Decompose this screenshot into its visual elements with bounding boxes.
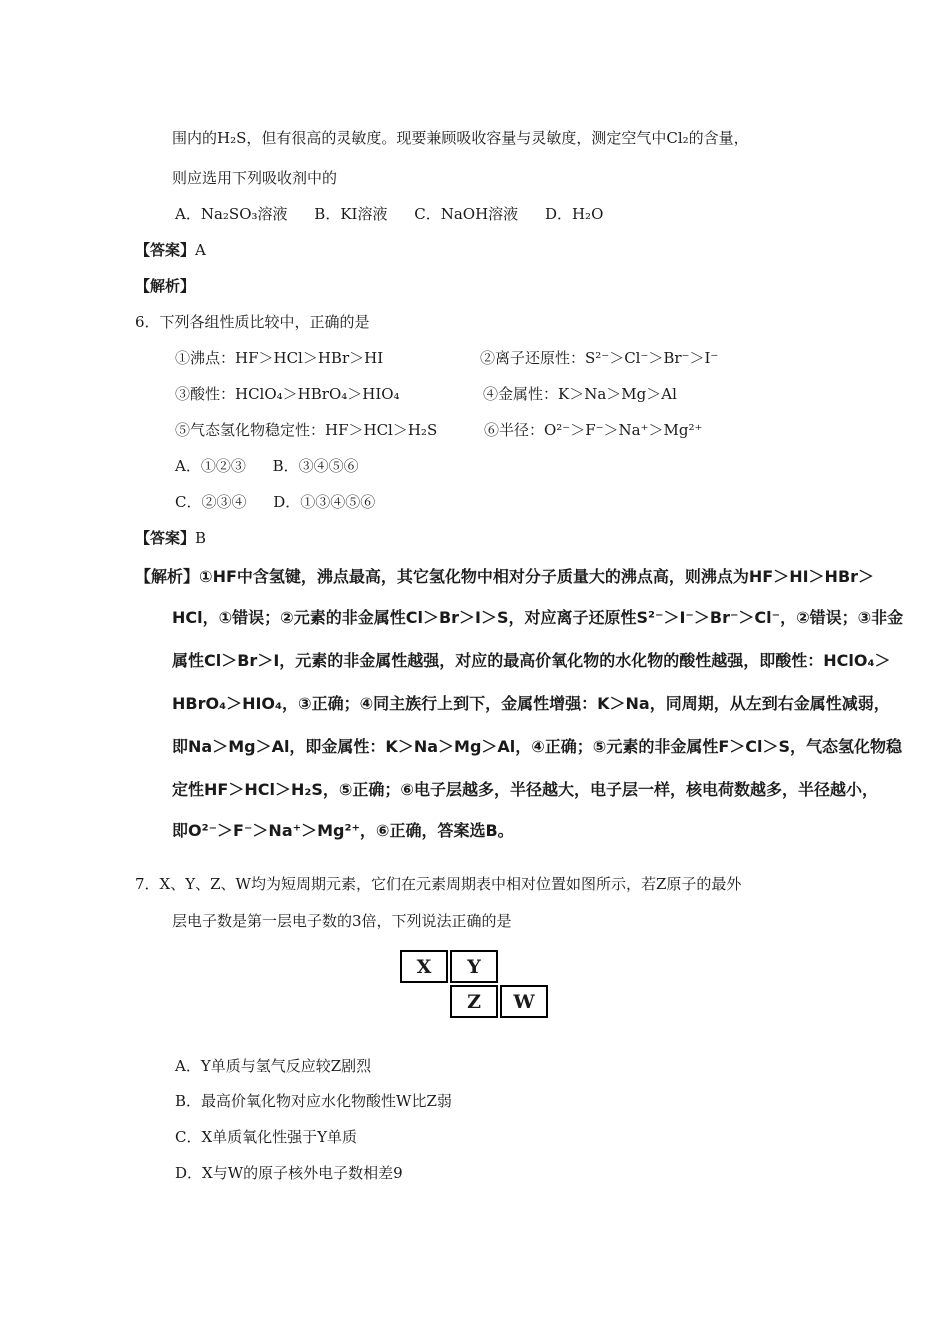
q7-option-a: A．Y单质与氢气反应较Z剧烈 [175, 1057, 372, 1075]
q6-analysis-text-1: ①HF中含氢键，沸点最高，其它氢化物中相对分子质量大的沸点高，则沸点为HF＞HI＞HBr＞ [199, 567, 875, 586]
q5-option-b: B．KI溶液 [314, 205, 388, 223]
q7-option-b: B．最高价氧化物对应水化物酸性W比Z弱 [175, 1092, 452, 1110]
q6-analysis-line-2: HCl，①错误；②元素的非金属性Cl＞Br＞I＞S，对应离子还原性S²⁻＞I⁻＞Br⁻＞Cl⁻，②错误；③非金 [172, 608, 904, 627]
q5-options [175, 204, 603, 224]
q5-stem-line-2: 则应选用下列吸收剂中的 [172, 169, 338, 187]
q5-stem-line-1: 围内的H₂S，但有很高的灵敏度。现要兼顾吸收容量与灵敏度，测定空气中Cl₂的含量， [172, 129, 749, 147]
q6-analysis-line-4: HBrO₄＞HIO₄，③正确；④同主族行上到下，金属性增强：K＞Na，同周期，从左到右金属性减弱， [172, 694, 890, 713]
q5-answer [135, 240, 206, 260]
q6-option-b: B．③④⑤⑥ [272, 457, 359, 475]
q7-option-d: D．X与W的原子核外电子数相差9 [175, 1164, 403, 1182]
q6-analysis-line-1 [135, 566, 874, 588]
q5-option-a: A．Na₂SO₃溶液 [175, 205, 288, 223]
q6-analysis-line-3: 属性Cl＞Br＞I，元素的非金属性越强，对应的最高价氧化物的水化物的酸性越强，即酸性：HClO₄＞ [172, 651, 891, 670]
q7-stem-line-1: 7．X、Y、Z、W均为短周期元素，它们在元素周期表中相对位置如图所示，若Z原子的最外 [135, 875, 742, 893]
q6-item-6: ⑥半径：O²⁻＞F⁻＞Na⁺＞Mg²⁺ [484, 421, 703, 439]
q5-answer-label: 【答案】 [135, 241, 196, 259]
q6-answer-label: 【答案】 [135, 529, 196, 547]
q6-item-1: ①沸点：HF＞HCl＞HBr＞HI [175, 349, 384, 367]
q7-stem-line-2: 层电子数是第一层电子数的3倍，下列说法正确的是 [172, 912, 512, 930]
q7-option-c: C．X单质氧化性强于Y单质 [175, 1128, 358, 1146]
q6-analysis-line-5: 即Na＞Mg＞Al，即金属性：K＞Na＞Mg＞Al，④正确；⑤元素的非金属性F＞Cl＞S，气态氢化物稳 [172, 737, 903, 756]
q6-analysis-line-7: 即O²⁻＞F⁻＞Na⁺＞Mg²⁺，⑥正确，答案选B。 [172, 821, 514, 840]
cell-z: Z [450, 985, 498, 1018]
q5-option-d: D．H₂O [544, 205, 604, 223]
q6-options-row-2 [175, 492, 375, 512]
q6-option-a: A．①②③ [175, 457, 246, 475]
cell-w: W [500, 985, 548, 1018]
q6-option-c: C．②③④ [175, 493, 247, 511]
q6-stem: 6．下列各组性质比较中，正确的是 [135, 313, 370, 331]
q6-item-4: ④金属性：K＞Na＞Mg＞Al [483, 385, 677, 403]
q6-item-2: ②离子还原性：S²⁻＞Cl⁻＞Br⁻＞I⁻ [480, 349, 719, 367]
q6-options-row-1 [175, 456, 359, 476]
cell-y: Y [450, 950, 498, 983]
q6-answer [135, 528, 206, 548]
q6-item-3: ③酸性：HClO₄＞HBrO₄＞HIO₄ [175, 385, 400, 403]
q5-analysis-label: 【解析】 [135, 277, 196, 295]
q6-answer-value: B [195, 529, 207, 547]
q6-analysis-line-6: 定性HF＞HCl＞H₂S，⑤正确；⑥电子层越多，半径越大，电子层一样，核电荷数越多，半径越小， [172, 780, 878, 799]
periodic-table-fragment [400, 950, 550, 1020]
q6-option-d: D．①③④⑤⑥ [273, 493, 376, 511]
q5-option-c: C．NaOH溶液 [414, 205, 519, 223]
q6-item-5: ⑤气态氢化物稳定性：HF＞HCl＞H₂S [175, 421, 438, 439]
q5-answer-value: A [195, 241, 206, 259]
q6-analysis-label: 【解析】 [135, 567, 200, 586]
cell-x: X [400, 950, 448, 983]
